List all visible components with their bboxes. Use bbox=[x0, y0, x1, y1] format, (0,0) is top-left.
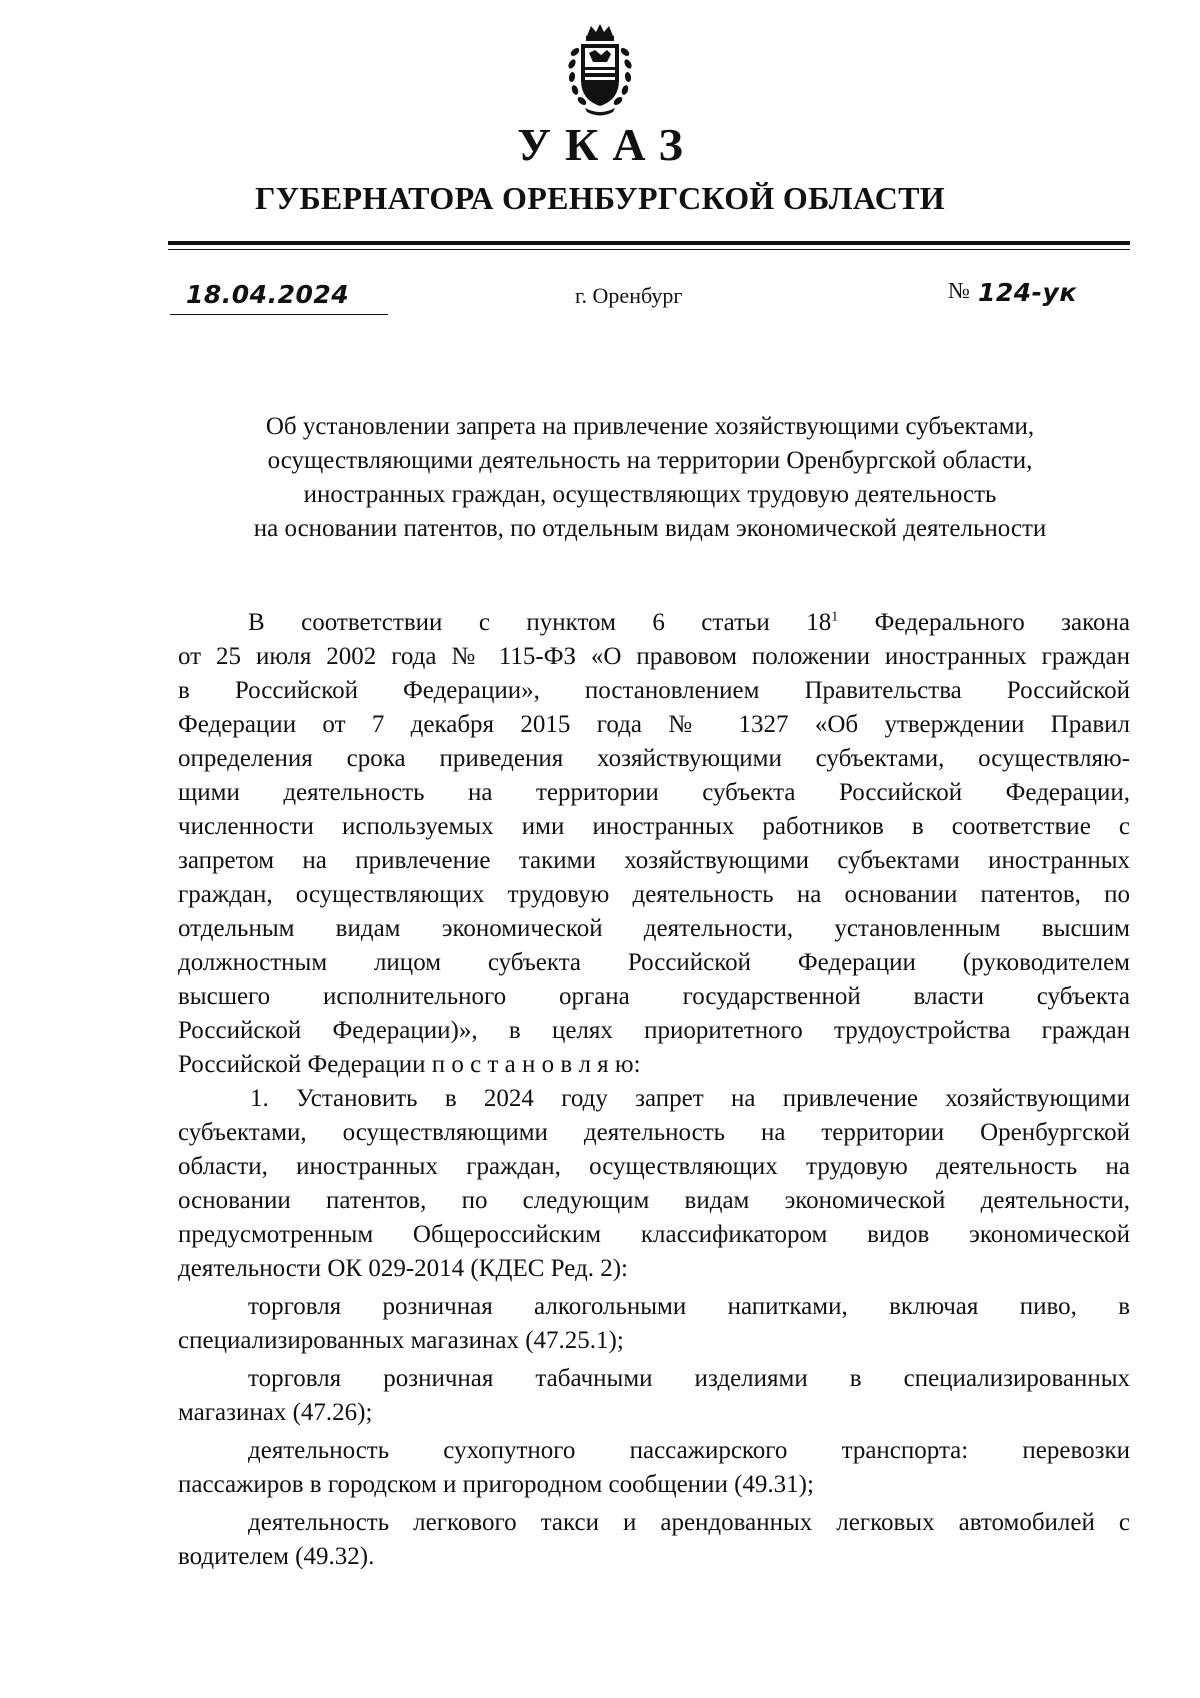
decree-number: 124-ук bbox=[978, 278, 1077, 307]
body-line: Российской Федерации)», в целях приоритетного трудоустройства граждан bbox=[178, 1017, 1130, 1044]
list-item-line: магазинах (47.26); bbox=[178, 1399, 373, 1426]
issuer-title: ГУБЕРНАТОРА ОРЕНБУРГСКОЙ ОБЛАСТИ bbox=[255, 180, 945, 216]
list-item-line: пассажиров в городском и пригородном сообщении (49.31); bbox=[178, 1471, 814, 1498]
body-line: высшего исполнительного органа государственной власти субъекта bbox=[178, 983, 1130, 1010]
decree-date: 18.04.2024 bbox=[186, 280, 350, 309]
decree-date-field bbox=[170, 280, 388, 315]
body-line: субъектами, осуществляющими деятельность на территории Оренбургской bbox=[178, 1119, 1130, 1146]
body-line: от 25 июля 2002 года № 115-ФЗ «О правовом положении иностранных граждан bbox=[178, 643, 1130, 670]
list-item-line: специализированных магазинах (47.25.1); bbox=[178, 1327, 624, 1354]
body-line: отдельным видам экономической деятельности, установленным высшим bbox=[178, 915, 1130, 942]
decree-city: г. Оренбург bbox=[575, 283, 683, 308]
body-line: граждан, осуществляющих трудовую деятельность на основании патентов, по bbox=[178, 881, 1130, 908]
body-line: деятельности ОК 029-2014 (КДЕС Ред. 2): bbox=[178, 1255, 628, 1282]
header-divider-thick bbox=[168, 241, 1130, 245]
body-line: В соответствии с пунктом 6 статьи $18^1$ Федерального закона bbox=[248, 609, 1130, 636]
body-line: должностным лицом субъекта Российской Федерации (руководителем bbox=[178, 949, 1130, 976]
body-line: предусмотренным Общероссийским классификатором видов экономической bbox=[178, 1221, 1130, 1248]
decree-heading bbox=[170, 410, 1130, 546]
body-line: Российской Федерации п о с т а н о в л я ю: bbox=[178, 1051, 641, 1078]
heading-line: на основании патентов, по отдельным видам экономической деятельности bbox=[253, 515, 1047, 542]
list-item-line: деятельность легкового такси и арендованных легковых автомобилей с bbox=[248, 1509, 1130, 1536]
header-divider-thin bbox=[168, 249, 1130, 250]
heading-line: иностранных граждан, осуществляющих трудовую деятельность bbox=[303, 481, 997, 508]
body-line: щими деятельность на территории субъекта Российской Федерации, bbox=[178, 779, 1130, 806]
body-line: основании патентов, по следующим видам экономической деятельности, bbox=[178, 1187, 1130, 1214]
body-line: в Российской Федерации», постановлением Правительства Российской bbox=[178, 677, 1130, 704]
coat-of-arms-emblem bbox=[565, 22, 635, 117]
decree-number-prefix: № bbox=[948, 278, 970, 303]
heading-line: осуществляющими деятельность на территории Оренбургской области, bbox=[267, 447, 1033, 474]
decree-title: УКАЗ bbox=[517, 119, 697, 170]
list-item-line: торговля розничная табачными изделиями в специализированных bbox=[248, 1365, 1130, 1392]
body-line: численности используемых ими иностранных работников в соответствие с bbox=[178, 813, 1130, 840]
body-line: запретом на привлечение такими хозяйствующими субъектами иностранных bbox=[178, 847, 1130, 874]
list-item-line: водителем (49.32). bbox=[178, 1543, 375, 1570]
list-item-line: торговля розничная алкогольными напитками, включая пиво, в bbox=[248, 1293, 1130, 1320]
body-line: области, иностранных граждан, осуществляющих трудовую деятельность на bbox=[178, 1153, 1130, 1180]
list-item-line: деятельность сухопутного пассажирского транспорта: перевозки bbox=[248, 1437, 1130, 1464]
body-line: определения срока приведения хозяйствующими субъектами, осуществляю- bbox=[178, 745, 1130, 772]
body-line: Федерации от 7 декабря 2015 года № 1327 «Об утверждении Правил bbox=[178, 711, 1130, 738]
heading-line: Об установлении запрета на привлечение хозяйствующими субъектами, bbox=[265, 413, 1035, 440]
body-line: 1. Установить в 2024 году запрет на привлечение хозяйствующими bbox=[250, 1085, 1130, 1112]
